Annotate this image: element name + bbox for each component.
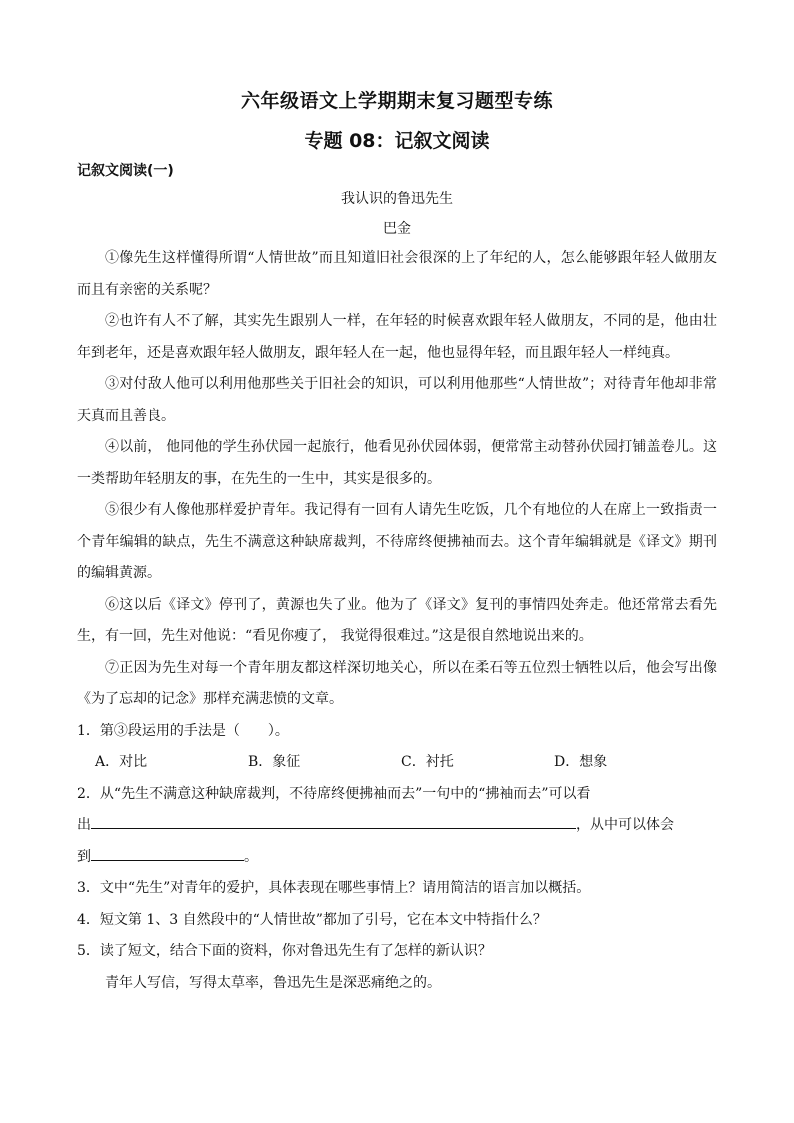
- essay-paragraph: ⑥这以后《译文》停刊了，黄源也失了业。他为了《译文》复刊的事情四处奔走。他还常常去看先生，有一回，先生对他说：“看见你瘦了， 我觉得很难过。”这是很自然地说出来的。: [77, 596, 717, 644]
- question-3: 3．文中“先生”对青年的爱护，具体表现在哪些事情上？请用简洁的语言加以概括。: [77, 880, 591, 896]
- question-2-end: 。: [244, 848, 258, 865]
- essay-author: 巴金: [383, 221, 411, 237]
- document-title: 六年级语文上学期期末复习题型专练: [240, 90, 553, 112]
- question-2: 2．从“先生不满意这种缺席裁判，不待席终便拂袖而去”一句中的“拂袖而去”可以看: [77, 785, 591, 802]
- essay-paragraph: ②也许有人不了解，其实先生跟别人一样，在年轻的时候喜欢跟年轻人做朋友，不同的是，他由壮年到老年，还是喜欢跟年轻人做朋友，跟年轻人在一起，他也显得年轻，而且跟年轻人一样纯真。: [77, 313, 717, 361]
- essay-paragraph: ④以前， 他同他的学生孙伏园一起旅行，他看见孙伏园体弱，便常常主动替孙伏园打铺盖卷儿。这一类帮助年轻朋友的事，在先生的一生中，其实是很多的。: [77, 439, 717, 487]
- option-c: C．衬托: [401, 754, 454, 770]
- document-subtitle: 专题 08：记叙文阅读: [304, 130, 490, 152]
- question-5-material: 青年人写信，写得太草率，鲁迅先生是深恶痛绝之的。: [105, 974, 441, 991]
- question-1-options: [77, 747, 717, 779]
- essay-paragraph: ③对付敌人他可以利用他那些关于旧社会的知识，可以利用他那些“人情世故”；对待青年他却非常天真而且善良。: [77, 376, 717, 424]
- question-4: 4．短文第 1、3 自然段中的“人情世故”都加了引号，它在本文中特指什么？: [77, 911, 547, 928]
- section-heading: 记叙文阅读(一): [77, 163, 174, 179]
- question-2-prefix: 出: [77, 817, 91, 833]
- option-a: A．对比: [95, 754, 148, 770]
- essay-title: 我认识的鲁迅先生: [341, 191, 453, 207]
- question-2-answer-line-2: [77, 842, 717, 874]
- essay-paragraph: ⑦正因为先生对每一个青年朋友都这样深切地关心，所以在柔石等五位烈士牺牲以后，他会写出像《为了忘却的记念》那样充满悲愤的文章。: [77, 659, 717, 707]
- option-b: B．象征: [248, 754, 301, 770]
- question-1: 1．第③段运用的手法是（ ）。: [77, 722, 289, 739]
- answer-blank[interactable]: [91, 842, 244, 861]
- essay-paragraph: ⑤很少有人像他那样爱护青年。我记得有一回有人请先生吃饭，几个有地位的人在席上一致指责一个青年编辑的缺点，先生不满意这种缺席裁判，不待席终便拂袖而去。这个青年编辑就是《译文》期刊的编辑黄源。: [77, 502, 717, 581]
- question-2-prefix-2: 到: [77, 848, 91, 865]
- document-body: [77, 243, 717, 999]
- question-2-mid: ，从中可以体会: [576, 817, 674, 833]
- question-5: 5．读了短文，结合下面的资料，你对鲁迅先生有了怎样的新认识？: [77, 943, 492, 959]
- essay-paragraph: ①像先生这样懂得所谓“人情世故”而且知道旧社会很深的上了年纪的人，怎么能够跟年轻人做朋友而且有亲密的关系呢？: [77, 250, 717, 298]
- answer-blank[interactable]: [91, 810, 576, 829]
- question-2-answer-line-1: [77, 810, 717, 842]
- option-d: D．想象: [554, 754, 608, 770]
